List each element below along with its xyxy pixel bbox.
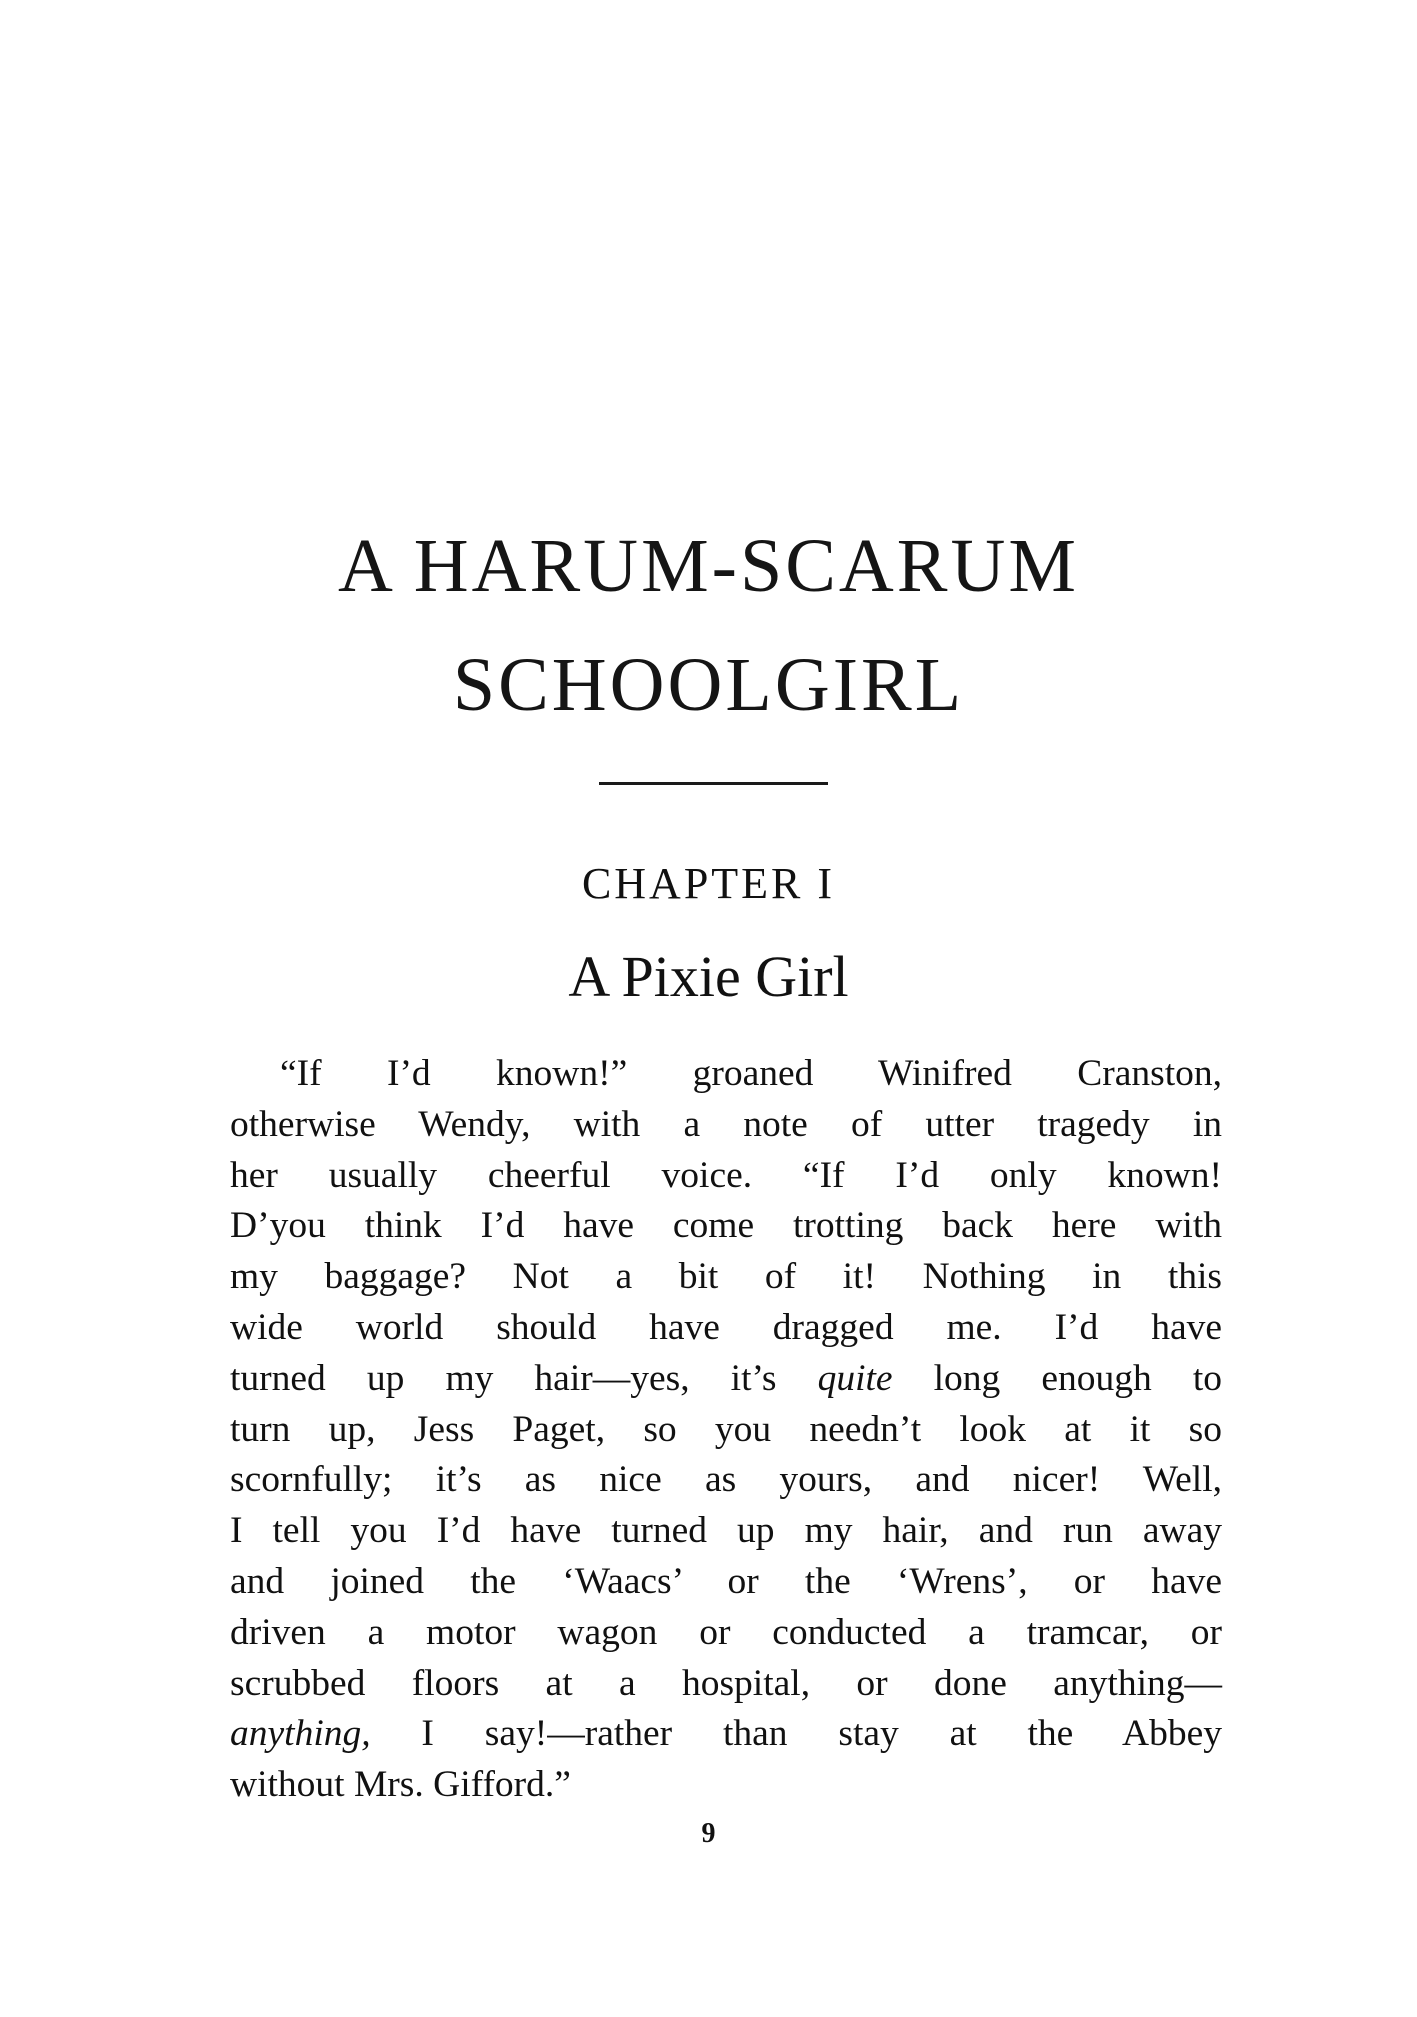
paragraph-line	[230, 1354, 1222, 1405]
paragraph-line: D’you think I’d have come trotting back here with	[230, 1205, 1222, 1247]
paragraph-line: otherwise Wendy, with a note of utter tragedy in	[230, 1103, 1222, 1145]
paragraph-line: my baggage? Not a bit of it! Nothing in this	[230, 1256, 1222, 1298]
paragraph-line: her usually cheerful voice. “If I’d only known!	[230, 1154, 1222, 1196]
page-number: 9	[701, 1818, 716, 1849]
italic-word: anything,	[230, 1713, 371, 1755]
paragraph-line: without Mrs. Gifford.”	[230, 1764, 571, 1806]
paragraph-line: wide world should have dragged me. I’d have	[230, 1306, 1222, 1348]
paragraph-line: scrubbed floors at a hospital, or done anything—	[230, 1662, 1222, 1704]
paragraph-line: and joined the ‘Waacs’ or the ‘Wrens’, or have	[230, 1560, 1222, 1602]
paragraph-line: I tell you I’d have turned up my hair, and run away	[230, 1510, 1222, 1552]
chapter-label: CHAPTER I	[581, 859, 836, 908]
book-title-line-1: A HARUM-SCARUM	[338, 524, 1079, 608]
title-divider	[599, 782, 828, 785]
book-title-line-2: SCHOOLGIRL	[452, 643, 965, 727]
italic-word: quite	[817, 1357, 893, 1399]
paragraph-line: turn up, Jess Paget, so you needn’t look at it so	[230, 1408, 1222, 1450]
paragraph-line: scornfully; it’s as nice as yours, and nicer! Well,	[230, 1459, 1222, 1501]
chapter-title: A Pixie Girl	[568, 944, 849, 1009]
paragraph-line: “If I’d known!” groaned Winifred Cranston,	[280, 1053, 1222, 1094]
chapter-paragraph	[230, 1049, 1222, 1811]
paragraph-line	[230, 1709, 1222, 1760]
line-text: I say!—rather than stay at the Abbey	[370, 1713, 1222, 1755]
paragraph-line: driven a motor wagon or conducted a tramcar, or	[230, 1611, 1222, 1653]
line-text: turned up my hair—yes, it’s	[230, 1357, 818, 1399]
line-text: long enough to	[892, 1357, 1222, 1399]
